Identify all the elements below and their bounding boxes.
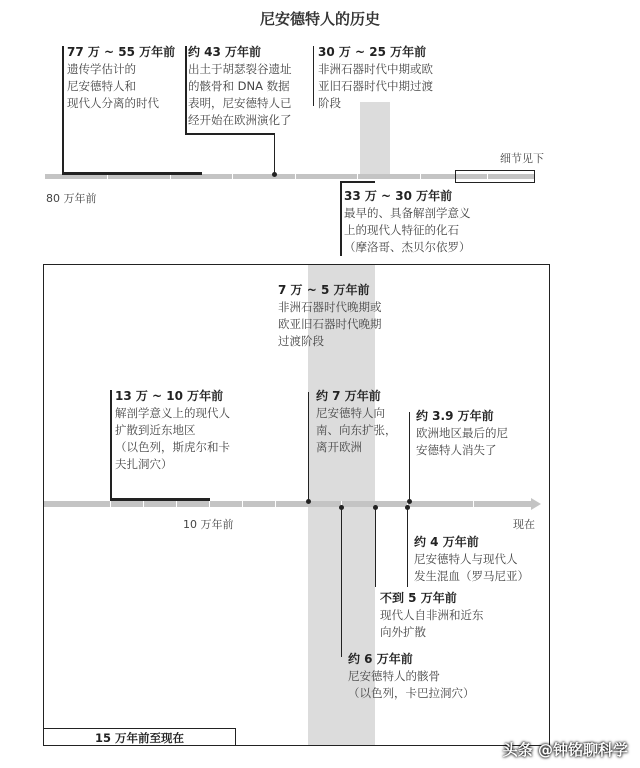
event-43-line: 的骸骨和 DNA 数据 [188, 79, 290, 93]
detail-axis [44, 501, 532, 507]
detail-axis-divider [143, 501, 144, 507]
event-6-heading: 约 6 万年前 [348, 652, 413, 666]
top-axis-divider [420, 174, 421, 179]
event-3-9-line: 欧洲地区最后的尼 [416, 426, 508, 440]
top-axis-divider [295, 174, 296, 179]
top-axis-divider [232, 174, 233, 179]
event-4-heading: 约 4 万年前 [414, 535, 479, 549]
event-13-10-line: 夫扎洞穴） [115, 457, 173, 471]
event-13-10-heading: 13 万 ~ 10 万年前 [115, 389, 224, 403]
page-title: 尼安德特人的历史 [259, 10, 380, 28]
event-13-10-line: （以色列，斯虎尔和卡 [115, 440, 230, 454]
event-7-heading: 约 7 万年前 [316, 389, 381, 403]
event-7-dot [306, 499, 311, 504]
event-30-25 [318, 44, 433, 112]
event-7-5-line: 过渡阶段 [278, 334, 324, 348]
detail-axis-divider [275, 501, 276, 507]
event-3-9 [416, 408, 508, 459]
event-4-line: 发生混血（罗马尼亚） [414, 569, 529, 583]
event-43-dot [272, 172, 277, 177]
event-30-25-heading: 30 万 ~ 25 万年前 [318, 45, 427, 59]
event-33-30-heading: 33 万 ~ 30 万年前 [344, 189, 453, 203]
event-3-9-heading: 约 3.9 万年前 [416, 409, 494, 423]
event-6-leader [341, 507, 342, 657]
event-13-10-line: 解剖学意义上的现代人 [115, 406, 230, 420]
event-5-line: 现代人自非洲和近东 [380, 608, 484, 622]
event-6-line: （以色列，卡巴拉洞穴） [348, 686, 475, 700]
event-77-55-line: 尼安德特人和 [67, 79, 136, 93]
event-30-25-leader [313, 46, 314, 106]
event-43-underline [185, 133, 275, 135]
event-33-30-span [340, 181, 375, 183]
event-3-9-dot [407, 499, 412, 504]
event-33-30-line: 上的现代人特征的化石 [344, 223, 459, 237]
event-7-leader [308, 392, 309, 501]
event-13-10 [115, 388, 230, 473]
event-30-25-line: 阶段 [318, 96, 341, 110]
event-4-dot [405, 505, 410, 510]
event-30-25-line: 亚旧石器时代中期过渡 [318, 79, 433, 93]
event-4-line: 尼安德特人与现代人 [414, 552, 518, 566]
event-33-30-line: 最早的、具备解剖学意义 [344, 206, 471, 220]
event-4-leader [407, 507, 408, 587]
top-detail-box [455, 170, 535, 183]
event-7-line: 尼安德特人向 [316, 406, 385, 420]
event-5-leader [375, 507, 376, 587]
detail-axis-divider [242, 501, 243, 507]
event-5-dot [373, 505, 378, 510]
event-77-55-leader [62, 46, 64, 174]
event-33-30 [344, 188, 471, 256]
event-13-10-leader [110, 390, 112, 500]
event-43 [188, 44, 292, 129]
watermark: 头条 @钟铭聊科学 [502, 741, 628, 759]
event-30-25-line: 非洲石器时代中期或欧 [318, 62, 433, 76]
detail-end-label: 现在 [513, 518, 535, 531]
event-43-line: 出土于胡瑟裂谷遗址 [188, 62, 292, 76]
detail-axis-divider [110, 501, 111, 507]
event-77-55-line: 遗传学估计的 [67, 62, 136, 76]
top-axis-divider [357, 174, 358, 179]
event-43-leader [185, 46, 187, 134]
event-7-5-heading: 7 万 ~ 5 万年前 [278, 283, 370, 297]
detail-axis-divider [176, 501, 177, 507]
event-4 [414, 534, 529, 585]
event-33-30-line: （摩洛哥、杰贝尔依罗） [344, 240, 471, 254]
event-5-heading: 不到 5 万年前 [380, 591, 457, 605]
event-7-line: 南、向东扩张， [316, 423, 397, 437]
event-77-55-span [62, 172, 202, 175]
detail-axis-divider [473, 501, 474, 507]
event-43-heading: 约 43 万年前 [188, 45, 262, 59]
event-13-10-line: 扩散到近东地区 [115, 423, 196, 437]
top-detail-label: 细节见下 [500, 152, 544, 165]
event-6-dot [339, 505, 344, 510]
top-shaded-band [360, 102, 390, 176]
detail-range-label: 15 万年前至现在 [95, 731, 185, 745]
event-5-line: 向外扩散 [380, 625, 426, 639]
event-7 [316, 388, 397, 456]
event-7-5-line: 欧亚旧石器时代晚期 [278, 317, 382, 331]
event-43-line: 表明，尼安德特人已 [188, 96, 292, 110]
event-77-55-line: 现代人分离的时代 [67, 96, 159, 110]
event-3-9-line: 安德特人消失了 [416, 443, 497, 457]
event-7-line: 离开欧洲 [316, 440, 362, 454]
event-43-drop [274, 133, 275, 175]
event-3-9-leader [409, 412, 410, 501]
event-33-30-leader [340, 181, 342, 256]
event-43-line: 经开始在欧洲演化了 [188, 113, 292, 127]
event-6 [348, 651, 475, 702]
event-7-5 [278, 282, 382, 350]
event-77-55-heading: 77 万 ~ 55 万年前 [67, 45, 176, 59]
detail-axis-arrow [531, 498, 541, 510]
top-start-label: 80 万年前 [46, 192, 97, 205]
event-7-5-line: 非洲石器时代晚期或 [278, 300, 382, 314]
detail-axis-divider [209, 501, 210, 507]
event-6-line: 尼安德特人的骸骨 [348, 669, 440, 683]
event-77-55 [67, 44, 175, 112]
detail-tick-10: 10 万年前 [183, 518, 234, 531]
event-13-10-span [110, 498, 210, 501]
event-5 [380, 590, 484, 641]
